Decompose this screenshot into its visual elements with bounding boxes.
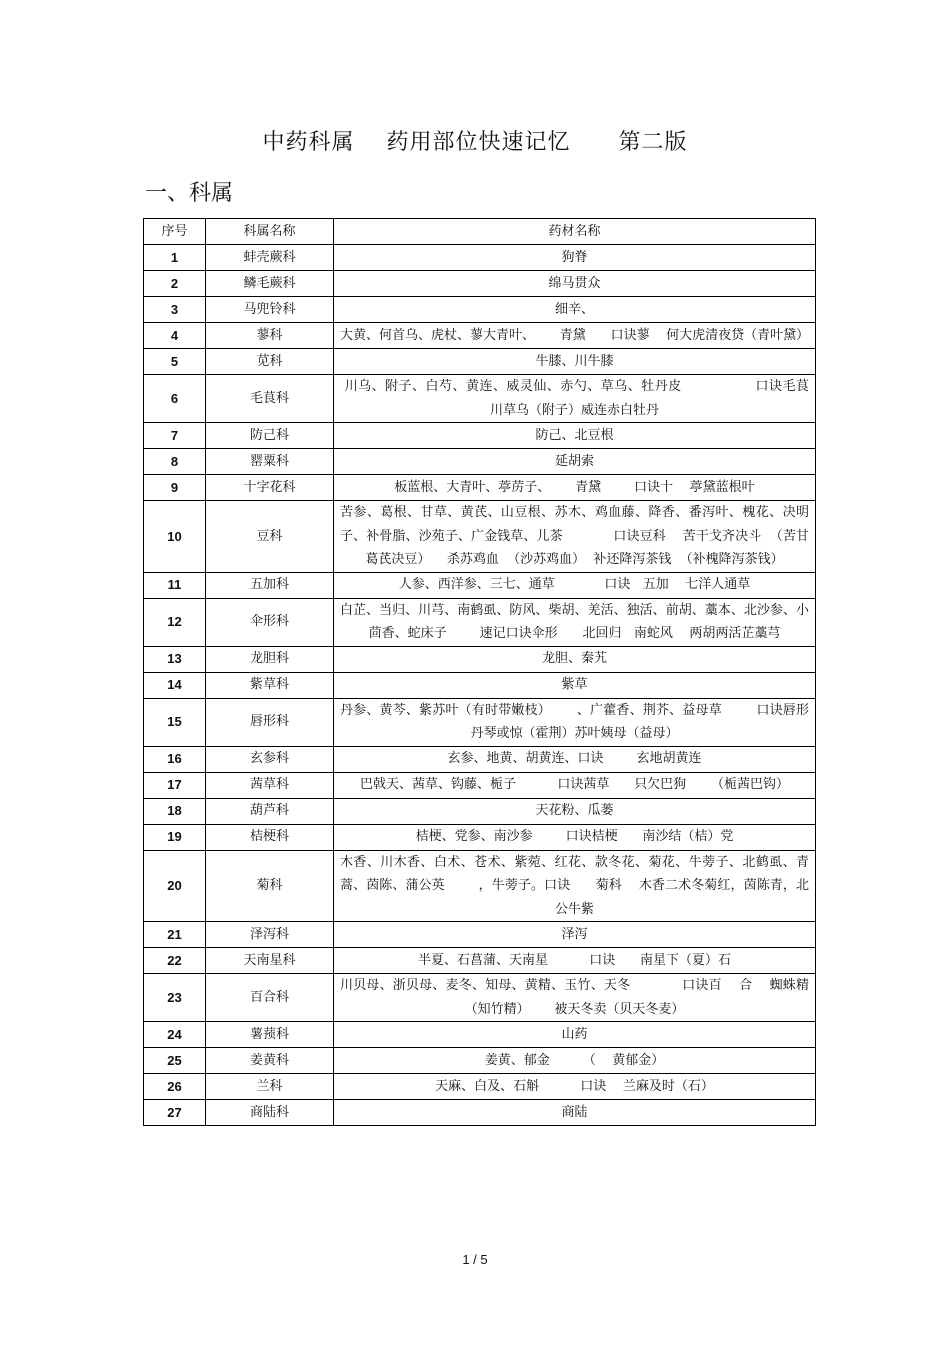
herb-names: 龙胆、秦艽: [334, 646, 816, 672]
row-number: 23: [144, 974, 206, 1022]
family-name: 十字花科: [206, 475, 334, 501]
family-name: 马兜铃科: [206, 297, 334, 323]
family-name: 豆科: [206, 501, 334, 573]
page-number: 1 / 5: [462, 1252, 488, 1267]
herb-names: 山药: [334, 1022, 816, 1048]
row-number: 5: [144, 349, 206, 375]
herb-names: 板蓝根、大青叶、葶苈子、 青黛 口诀十 葶黛蓝根叶: [334, 475, 816, 501]
family-table: [143, 218, 826, 1126]
table-row: [144, 572, 816, 598]
family-name: 玄参科: [206, 746, 334, 772]
herb-names: 延胡索: [334, 449, 816, 475]
table-row: [144, 672, 816, 698]
row-number: 8: [144, 449, 206, 475]
table-row: [144, 772, 816, 798]
row-number: 24: [144, 1022, 206, 1048]
row-number: 9: [144, 475, 206, 501]
row-number: 3: [144, 297, 206, 323]
herb-names: 牛膝、川牛膝: [334, 349, 816, 375]
table-row: [144, 974, 816, 1022]
table-row: [144, 1048, 816, 1074]
family-name: 泽泻科: [206, 922, 334, 948]
herb-names: 桔梗、党参、南沙参 口诀桔梗 南沙结（桔）党: [334, 824, 816, 850]
family-name: 薯蓣科: [206, 1022, 334, 1048]
herb-names: 玄参、地黄、胡黄连、口诀 玄地胡黄连: [334, 746, 816, 772]
table-row: [144, 850, 816, 922]
family-name: 苋科: [206, 349, 334, 375]
herb-names: 紫草: [334, 672, 816, 698]
header-no: 序号: [144, 219, 206, 245]
herb-names: 防己、北豆根: [334, 423, 816, 449]
family-name: 唇形科: [206, 698, 334, 746]
herb-names: 绵马贯众: [334, 271, 816, 297]
table-row: [144, 1022, 816, 1048]
table-row: [144, 271, 816, 297]
herb-names: 天麻、白及、石斛 口诀 兰麻及时（石）: [334, 1074, 816, 1100]
row-number: 6: [144, 375, 206, 423]
family-name: 紫草科: [206, 672, 334, 698]
table-row: [144, 245, 816, 271]
row-number: 15: [144, 698, 206, 746]
row-number: 4: [144, 323, 206, 349]
row-number: 22: [144, 948, 206, 974]
table-row: [144, 449, 816, 475]
table-row: [144, 922, 816, 948]
table-header-row: [144, 219, 816, 245]
row-number: 1: [144, 245, 206, 271]
herb-names: 木香、川木香、白术、苍术、紫菀、红花、款冬花、菊花、牛蒡子、北鹤虱、青蒿、茵陈、蒲公英 ，牛蒡子。口诀 菊科 木香二术冬菊红，茵陈青，北公牛紫: [334, 850, 816, 922]
herb-names: 川贝母、浙贝母、麦冬、知母、黄精、玉竹、天冬 口诀百 合 蜘蛛精（知竹精） 被天冬卖（贝天冬麦）: [334, 974, 816, 1022]
table-row: [144, 646, 816, 672]
table-body: [144, 245, 826, 1126]
family-name: 五加科: [206, 572, 334, 598]
herb-names: 人参、西洋参、三七、通草 口诀 五加 七洋人通草: [334, 572, 816, 598]
family-name: 桔梗科: [206, 824, 334, 850]
row-number: 11: [144, 572, 206, 598]
family-name: 伞形科: [206, 598, 334, 646]
table-row: [144, 1074, 816, 1100]
family-name: 鳞毛蕨科: [206, 271, 334, 297]
table-row: [144, 475, 816, 501]
herb-names: 半夏、石菖蒲、天南星 口诀 南星下（夏）石: [334, 948, 816, 974]
herb-names: 丹参、黄芩、紫苏叶（有时带嫩枝） 、广藿香、荆芥、益母草 口诀唇形 丹琴或惊（霍荆）苏叶姨母（益母）: [334, 698, 816, 746]
family-name: 罂粟科: [206, 449, 334, 475]
row-number: 27: [144, 1100, 206, 1126]
herb-names: 巴戟天、茜草、钩藤、栀子 口诀茜草 只欠巴狗 （栀茜巴钩）: [334, 772, 816, 798]
family-name: 毛茛科: [206, 375, 334, 423]
table-row: [144, 1100, 816, 1126]
row-number: 18: [144, 798, 206, 824]
row-number: 19: [144, 824, 206, 850]
section-heading: 一、科属: [145, 181, 234, 206]
family-name: 菊科: [206, 850, 334, 922]
table-row: [144, 297, 816, 323]
family-name: 兰科: [206, 1074, 334, 1100]
table-row: [144, 375, 816, 423]
row-number: 12: [144, 598, 206, 646]
herb-names: 天花粉、瓜蒌: [334, 798, 816, 824]
table-row: [144, 423, 816, 449]
row-number: 16: [144, 746, 206, 772]
header-family: 科属名称: [206, 219, 334, 245]
row-number: 21: [144, 922, 206, 948]
herb-names: 商陆: [334, 1100, 816, 1126]
row-number: 13: [144, 646, 206, 672]
row-number: 10: [144, 501, 206, 573]
family-name: 茜草科: [206, 772, 334, 798]
herb-names: 狗脊: [334, 245, 816, 271]
herb-names: 细辛、: [334, 297, 816, 323]
family-name: 蚌壳蕨科: [206, 245, 334, 271]
family-name: 防己科: [206, 423, 334, 449]
table-row: [144, 598, 816, 646]
table-row: [144, 349, 816, 375]
family-name: 蓼科: [206, 323, 334, 349]
family-name: 百合科: [206, 974, 334, 1022]
table-row: [144, 824, 816, 850]
family-name: 葫芦科: [206, 798, 334, 824]
row-number: 7: [144, 423, 206, 449]
table-row: [144, 746, 816, 772]
table-row: [144, 698, 816, 746]
herb-names: 大黄、何首乌、虎杖、蓼大青叶、 青黛 口诀蓼 何大虎清夜贷（青叶黛）: [334, 323, 816, 349]
document-title: 中药科属 药用部位快速记忆 第二版: [262, 130, 688, 155]
herb-names: 川乌、附子、白芍、黄连、威灵仙、赤勺、草乌、牡丹皮 口诀毛茛 川草乌（附子）威连赤白牡丹: [334, 375, 816, 423]
table-row: [144, 948, 816, 974]
family-name: 龙胆科: [206, 646, 334, 672]
herb-names: 苦参、葛根、甘草、黄芪、山豆根、苏木、鸡血藤、降香、番泻叶、槐花、决明子、补骨脂、沙苑子、广金钱草、儿茶 口诀豆科 苦干戈齐决斗 （苦甘葛芪决豆） 杀苏鸡血 （沙苏鸡血） 补还降泻茶钱 （补槐降泻茶钱）: [334, 501, 816, 573]
herb-names: 白芷、当归、川芎、南鹤虱、防风、柴胡、羌活、独活、前胡、藁本、北沙参、小茴香、蛇床子 速记口诀伞形 北回归 南蛇风 两胡两活芷藁芎: [334, 598, 816, 646]
table-row: [144, 501, 816, 573]
header-herbs: 药材名称: [334, 219, 816, 245]
row-number: 20: [144, 850, 206, 922]
row-number: 2: [144, 271, 206, 297]
table-row: [144, 323, 816, 349]
herb-names: 姜黄、郁金 （ 黄郁金）: [334, 1048, 816, 1074]
family-name: 姜黄科: [206, 1048, 334, 1074]
row-number: 14: [144, 672, 206, 698]
row-number: 25: [144, 1048, 206, 1074]
herb-names: 泽泻: [334, 922, 816, 948]
row-number: 26: [144, 1074, 206, 1100]
table-row: [144, 798, 816, 824]
row-number: 17: [144, 772, 206, 798]
family-name: 商陆科: [206, 1100, 334, 1126]
family-name: 天南星科: [206, 948, 334, 974]
